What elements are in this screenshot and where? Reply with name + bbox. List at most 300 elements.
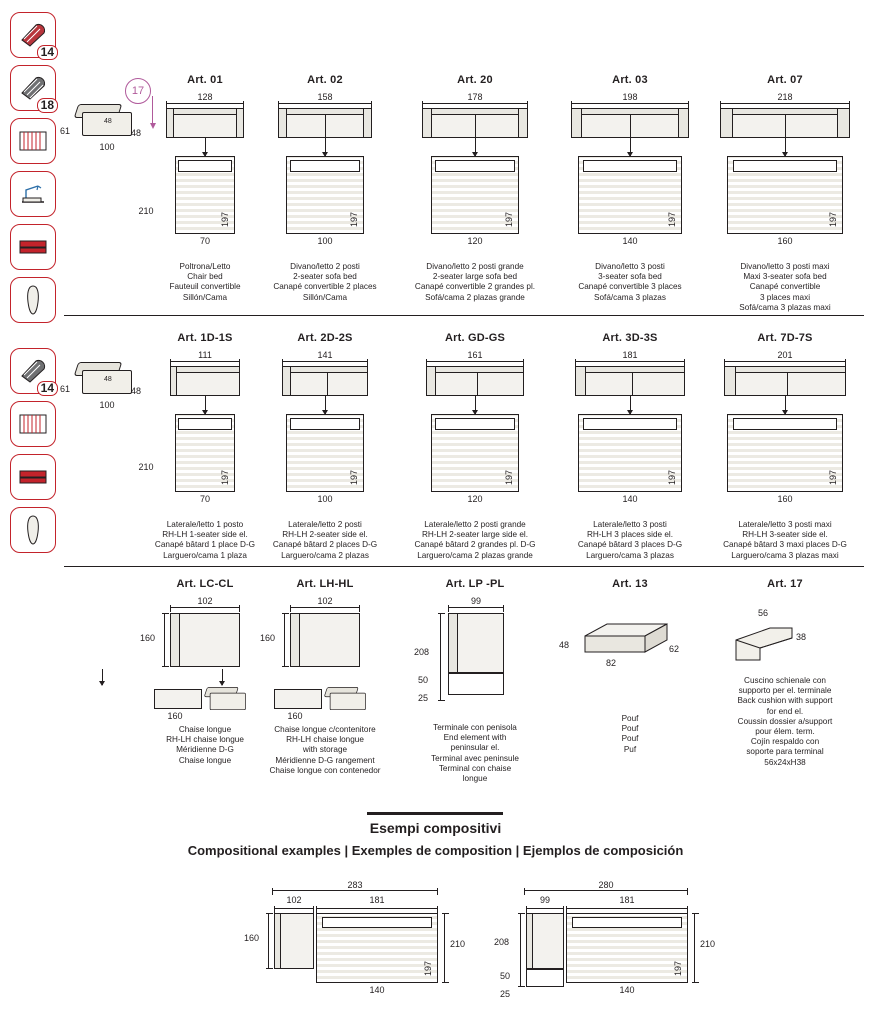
product-width: 102: [197, 596, 213, 606]
caption-line: End element with: [443, 733, 507, 743]
caption-line: RH-LH chaise longue: [286, 735, 364, 745]
caption-line: RH-LH chaise longue: [166, 735, 244, 745]
product-width: 128: [197, 92, 213, 102]
right-width-dimension-line: [566, 908, 688, 909]
transform-arrow-icon: [325, 396, 326, 414]
caption-line: Laterale/letto 1 posto: [166, 520, 244, 529]
caption-line: supporto per el. terminale: [738, 686, 832, 696]
transform-arrow-icon: [325, 138, 326, 156]
sofa-bed-glyph: [17, 235, 49, 259]
product-title: Art. 3D-3S: [602, 332, 658, 344]
caption-line: Chaise longue: [178, 725, 232, 734]
total-depth-dimension-line: [444, 913, 445, 983]
left-width-dimension-line: [274, 908, 314, 909]
bed-length-label: 197: [349, 211, 359, 227]
caption-line: Canapé bâtard 3 places D-G: [577, 540, 683, 550]
sofa-arm-left: [279, 109, 287, 137]
bed-mechanism-icon: [10, 171, 56, 217]
caption-line: Larguero/cama 3 plazas: [586, 550, 674, 560]
example-right-width: 181: [619, 895, 635, 905]
cushion-roll-glyph: [25, 514, 41, 546]
example-left-depth: 160: [244, 933, 260, 943]
chair-depth-label: 48: [104, 376, 112, 383]
bed-width-label: 120: [467, 236, 483, 246]
caption-line: Divano/letto 3 posti: [595, 262, 665, 271]
section-rule: [367, 812, 503, 815]
width-dimension-line: [724, 361, 846, 362]
transform-arrow-icon: [785, 396, 786, 414]
width-dimension-line: [278, 103, 372, 104]
caption-line: RH-LH 3-seater side el.: [742, 530, 828, 540]
caption-line: Maxi 3-seater sofa bed: [743, 272, 827, 282]
caption-line: RH-LH 2-seater side el.: [282, 530, 368, 540]
seat-divider: [785, 115, 786, 137]
caption-line: Canapé convertible 3 places: [578, 282, 682, 292]
caption-line: Cuscino schienale con: [744, 676, 826, 685]
bed-length-label: 197: [504, 211, 514, 227]
sofa-top-view: [278, 108, 372, 138]
product-card: [390, 74, 560, 303]
caption-line: RH-LH 1-seater side el.: [162, 530, 248, 540]
product-title: Art. GD-GS: [444, 332, 506, 344]
caption-line: Chaise longue c/contenitore: [274, 725, 376, 734]
bed-pillow: [290, 418, 360, 430]
caption-line: Laterale/letto 2 posti grande: [424, 520, 526, 529]
cushion-height-label: 38: [796, 632, 807, 642]
product-card: [700, 74, 870, 313]
bed-length-label: 197: [667, 211, 677, 227]
caption-line: 3-seater sofa bed: [598, 272, 662, 282]
caption-line: peninsular el.: [450, 743, 500, 753]
product-card: [700, 332, 870, 561]
leather-swatch-icon: [10, 65, 56, 111]
bed-length-label: 197: [673, 960, 683, 976]
bed-length-label: 197: [828, 469, 838, 485]
bed-pillow: [290, 160, 360, 172]
product-caption: [700, 676, 870, 768]
product-title: Art. 20: [457, 74, 493, 86]
product-width: 161: [467, 350, 483, 360]
bed-pillow: [322, 917, 432, 928]
bed-top-view: [578, 414, 682, 492]
product-caption: [240, 725, 410, 776]
sofa-top-view: [575, 366, 685, 396]
sofa-top-view: [720, 108, 850, 138]
caption-line: RH-LH 3 places side el.: [586, 530, 673, 540]
cushion-roll-icon: [10, 507, 56, 553]
caption-line: Terminal con chaise: [438, 763, 512, 773]
width-dimension-line: [290, 607, 360, 608]
width-dimension-line: [422, 103, 528, 104]
chaise-arm-left: [275, 914, 281, 968]
example-left-depth: 208: [494, 937, 510, 947]
bed-length-label: 197: [828, 211, 838, 227]
sofa-arm-left: [423, 109, 432, 137]
caption-line: Coussin dossier a/support: [737, 716, 833, 726]
bed-length-label: 197: [220, 211, 230, 227]
caption-line: Pouf: [621, 714, 639, 723]
caption-line: Laterale/letto 3 posti maxi: [738, 520, 832, 529]
seat-divider: [475, 115, 476, 137]
row2-key-width: 100: [99, 400, 115, 410]
example-right-width: 181: [369, 895, 385, 905]
bed-top-view: [431, 156, 519, 234]
bed-top-view: [727, 414, 843, 492]
bed-top-view: [175, 414, 235, 492]
product-card: [390, 332, 560, 561]
peninsula-top-view: [448, 613, 504, 673]
example-sub-b: 25: [500, 989, 511, 999]
bed-pillow: [733, 160, 838, 172]
caption-line: 2-seater sofa bed: [293, 272, 357, 282]
sofa-backrest: [167, 109, 243, 115]
product-card: [545, 332, 715, 561]
bed-length-label: 197: [667, 469, 677, 485]
caption-line: Méridienne D-G rangement: [275, 755, 375, 765]
rail-badge-count: 18: [37, 98, 58, 113]
product-caption: [700, 520, 870, 561]
left-width-dimension-line: [526, 908, 564, 909]
sofa-arm-right: [678, 109, 688, 137]
caption-line: Laterale/letto 3 posti: [593, 520, 667, 529]
bed-width-label: 140: [622, 236, 638, 246]
seat-divider: [327, 373, 328, 395]
product-width: 141: [317, 350, 333, 360]
peninsula-arm-left: [449, 614, 458, 672]
caption-line: Divano/letto 2 posti grande: [426, 262, 524, 271]
mattress-glyph: [17, 411, 49, 437]
example-total-width: 283: [347, 880, 363, 890]
chaise-arm-left: [291, 614, 300, 666]
example-bed-width: 140: [369, 985, 385, 995]
bed-top-view: [286, 156, 364, 234]
cushion-roll-glyph: [25, 284, 41, 316]
caption-line: Sofá/cama 3 plazas maxi: [739, 302, 831, 312]
product-caption: [240, 262, 410, 303]
fabric-swatch-icon: [10, 348, 56, 394]
bed-top-view: [175, 156, 235, 234]
bed-width-label: 100: [317, 236, 333, 246]
caption-line: Puf: [623, 744, 637, 754]
width-dimension-line: [282, 361, 368, 362]
sofa-arm-left: [283, 367, 291, 395]
caption-line: Sofá/cama 2 plazas grande: [425, 292, 525, 302]
product-caption: [700, 262, 870, 313]
bed-top-view: [431, 414, 519, 492]
sofa-arm-left: [725, 367, 736, 395]
peninsula-extension: [448, 673, 504, 695]
sofa-backrest: [725, 367, 845, 373]
caption-line: Sofá/cama 3 plazas: [594, 292, 666, 302]
product-caption: [390, 723, 560, 784]
sofa-backrest: [576, 367, 684, 373]
peninsula-sub-b: 25: [418, 693, 429, 703]
row1-key-bed-length: 210: [138, 206, 154, 216]
mattress-icon: [10, 401, 56, 447]
bed-pillow: [435, 160, 514, 172]
product-title: Art. LH-HL: [296, 578, 354, 590]
bed-pillow: [178, 418, 231, 430]
row1-key-depth-left: 61: [59, 126, 70, 136]
row-divider: [64, 315, 864, 316]
chaise-arm-left: [171, 614, 180, 666]
caption-line: Back cushion with support: [737, 696, 833, 706]
caption-line: Chaise longue con contenedor: [269, 765, 381, 775]
transform-arrow-icon: [205, 138, 206, 156]
width-dimension-line: [170, 607, 240, 608]
bed-pillow: [733, 418, 838, 430]
depth-dimension-line: [440, 613, 441, 701]
caption-line: 2-seater large sofa bed: [432, 272, 518, 282]
total-width-dimension-line: [272, 890, 438, 891]
width-dimension-line: [426, 361, 524, 362]
caption-line: Terminale con penisola: [433, 723, 517, 732]
caption-line: Canapé convertible 2 places: [273, 282, 377, 292]
depth-dimension-line: [284, 613, 285, 667]
caption-line: Canapé bâtard 2 places D-G: [272, 540, 378, 550]
product-card: [240, 578, 410, 776]
transform-arrow-icon: [630, 396, 631, 414]
sofa-backrest: [171, 367, 239, 373]
width-dimension-line: [170, 361, 240, 362]
sofa-bed-icon: [10, 224, 56, 270]
caption-line: 56x24xH38: [764, 757, 806, 767]
caption-line: Canapé bâtard 2 grandes pl. D-G: [414, 540, 536, 550]
bed-width-label: 120: [467, 494, 483, 504]
peninsula-sub-a: 50: [418, 675, 429, 685]
examples-title-it: Esempi compositivi: [369, 820, 502, 836]
product-caption: [545, 714, 715, 755]
seat-divider: [787, 373, 788, 395]
caption-line: Pouf: [621, 734, 639, 744]
product-card: [545, 578, 715, 755]
bed-pillow: [583, 418, 677, 430]
caption-line: with storage: [302, 745, 348, 755]
seat-divider: [630, 115, 631, 137]
sofa-arm-right: [518, 109, 527, 137]
product-title: Art. 01: [187, 74, 223, 86]
product-title: Art. 7D-7S: [757, 332, 813, 344]
back-cushion-icon: [730, 622, 840, 666]
row2-key-bed-length: 210: [138, 462, 154, 472]
width-dimension-line: [571, 103, 689, 104]
caption-line: Larguero/cama 2 plazas grande: [417, 550, 533, 560]
example-peninsula-block: [526, 913, 564, 969]
row1-key-depth-right: 48: [130, 128, 141, 138]
transform-arrow-icon: [205, 396, 206, 414]
sofa-top-view: [282, 366, 368, 396]
product-title: Art. 02: [307, 74, 343, 86]
caption-line: Canapé convertible: [749, 282, 821, 292]
product-caption: [390, 262, 560, 303]
caption-line: Divano/letto 3 posti maxi: [740, 262, 830, 271]
product-title: Art. 2D-2S: [297, 332, 353, 344]
caption-line: Sillón/Cama: [302, 292, 348, 302]
chaise-seat: [330, 693, 366, 710]
product-width: 218: [777, 92, 793, 102]
row2-key-depth-right: 48: [130, 386, 141, 396]
caption-line: Canapé bâtard 3 maxi places D-G: [723, 540, 847, 550]
caption-line: Poltrona/Letto: [179, 262, 231, 271]
bed-width-label: 70: [199, 494, 210, 504]
bed-pillow: [178, 160, 231, 172]
fabric-swatch-icon: [10, 12, 56, 58]
sofa-arm-left: [572, 109, 582, 137]
chaise-depth-label: 160: [260, 633, 276, 643]
transform-arrow-icon: [785, 138, 786, 156]
bed-pillow: [583, 160, 677, 172]
bed-length-label: 197: [220, 469, 230, 485]
product-width: 102: [317, 596, 333, 606]
right-width-dimension-line: [316, 908, 438, 909]
sofa-top-view: [170, 366, 240, 396]
mattress-icon: [10, 118, 56, 164]
bed-width-label: 160: [777, 236, 793, 246]
example-total-depth: 210: [700, 939, 716, 949]
caption-line: Terminal avec peninsule: [431, 753, 519, 763]
sofa-arm-left: [171, 367, 177, 395]
sofa-backrest: [283, 367, 367, 373]
sofa-top-view: [426, 366, 524, 396]
sofa-top-view: [166, 108, 244, 138]
chair-depth-label: 48: [104, 118, 112, 125]
bed-top-view: [286, 414, 364, 492]
caption-line: 3 places maxi: [759, 292, 811, 302]
depth-dimension-line: [164, 613, 165, 667]
product-width: 201: [777, 350, 793, 360]
chaise-open-width: 160: [287, 711, 303, 721]
caption-line: Canapé convertible 2 grandes pl.: [414, 282, 536, 292]
caption-line: Divano/letto 2 posti: [290, 262, 360, 271]
product-title: Art. 13: [612, 578, 648, 590]
sofa-arm-left: [427, 367, 436, 395]
sofa-arm-right: [363, 109, 371, 137]
pouf-width-label: 82: [605, 658, 616, 668]
example-peninsula-extension: [526, 969, 564, 987]
example-bed-block: [316, 913, 438, 983]
chaise-perspective-icon: [324, 687, 372, 713]
product-title: Art. 07: [767, 74, 803, 86]
caption-line: longue: [462, 774, 488, 784]
chaise-depth-label: 160: [140, 633, 156, 643]
bed-width-label: 160: [777, 494, 793, 504]
seat-divider: [632, 373, 633, 395]
bed-length-label: 197: [504, 469, 514, 485]
bed-length-label: 197: [349, 469, 359, 485]
row-divider: [64, 566, 864, 567]
product-card: [390, 578, 560, 784]
width-dimension-line: [448, 607, 504, 608]
icon-rail-group-1: [10, 12, 58, 330]
example-bed-width: 140: [619, 985, 635, 995]
product-title: Art. LP -PL: [445, 578, 505, 590]
product-title: Art. 1D-1S: [177, 332, 233, 344]
product-width: 178: [467, 92, 483, 102]
mattress-glyph: [17, 128, 49, 154]
total-width-dimension-line: [524, 890, 688, 891]
caption-line: Chaise longue: [178, 755, 232, 765]
caption-line: Pouf: [621, 724, 639, 734]
chaise-open-view: [274, 689, 322, 709]
caption-line: Fauteuil convertible: [169, 282, 241, 292]
composition-example: [244, 880, 466, 995]
transform-arrow-icon: [102, 669, 103, 685]
rail-badge-count: 14: [37, 381, 58, 396]
sofa-arm-left: [576, 367, 586, 395]
pouf-height-label: 48: [559, 640, 570, 650]
seat-divider: [477, 373, 478, 395]
sofa-module-glyph: [17, 465, 49, 489]
product-caption: [545, 520, 715, 561]
bed-top-view: [727, 156, 843, 234]
example-bed-block: [566, 913, 688, 983]
product-caption: [390, 520, 560, 561]
product-width: 99: [470, 596, 481, 606]
caption-line: Chair bed: [187, 272, 223, 282]
transform-arrow-icon: [475, 396, 476, 414]
caption-line: Larguero/cama 3 plazas maxi: [731, 550, 839, 560]
caption-line: Canapé bâtard 1 place D-G: [154, 540, 256, 550]
bed-width-label: 140: [622, 494, 638, 504]
chaise-top-view: [170, 613, 240, 667]
caption-line: Larguero/cama 1 plaza: [163, 550, 247, 560]
bed-length-label: 197: [423, 960, 433, 976]
sofa-module-icon: [10, 454, 56, 500]
product-width: 181: [622, 350, 638, 360]
peninsula-arm-left: [527, 914, 533, 968]
pouf-depth-label: 62: [669, 644, 680, 654]
product-title: Art. 17: [767, 578, 803, 590]
product-card: [240, 332, 410, 561]
product-width: 111: [198, 350, 212, 360]
chaise-open-width: 160: [167, 711, 183, 721]
caption-line: pour élem. term.: [755, 727, 815, 737]
caption-line: Cojín respaldo con: [750, 737, 820, 747]
product-card: [240, 74, 410, 303]
example-left-width: 99: [539, 895, 550, 905]
bed-pillow: [572, 917, 682, 928]
caption-line: Laterale/letto 2 posti: [288, 520, 362, 529]
caption-line: Méridienne D-G: [176, 745, 234, 755]
width-dimension-line: [575, 361, 685, 362]
product-title: Art. LC-CL: [176, 578, 234, 590]
transform-arrow-icon: [475, 138, 476, 156]
callout-label: 17: [131, 85, 145, 97]
product-card: [700, 578, 870, 768]
total-depth-dimension-line: [694, 913, 695, 983]
chaise-top-view: [290, 613, 360, 667]
caption-line: Sillón/Cama: [182, 292, 228, 302]
cushion-roll-icon: [10, 277, 56, 323]
width-dimension-line: [166, 103, 244, 104]
product-width: 198: [622, 92, 638, 102]
icon-rail-group-2: [10, 348, 58, 560]
example-total-width: 280: [598, 880, 614, 890]
bed-top-view: [578, 156, 682, 234]
sofa-arm-left: [167, 109, 174, 137]
sofa-top-view: [724, 366, 846, 396]
sofa-top-view: [422, 108, 528, 138]
sofa-backrest: [427, 367, 523, 373]
transform-arrow-icon: [222, 669, 223, 685]
sofa-arm-right: [837, 109, 849, 137]
row1-key-width: 100: [99, 142, 115, 152]
peninsula-depth-label: 208: [414, 647, 430, 657]
bed-width-label: 70: [199, 236, 210, 246]
sofa-arm-left: [721, 109, 733, 137]
sofa-top-view: [571, 108, 689, 138]
caption-line: Larguero/cama 2 plazas: [281, 550, 369, 560]
